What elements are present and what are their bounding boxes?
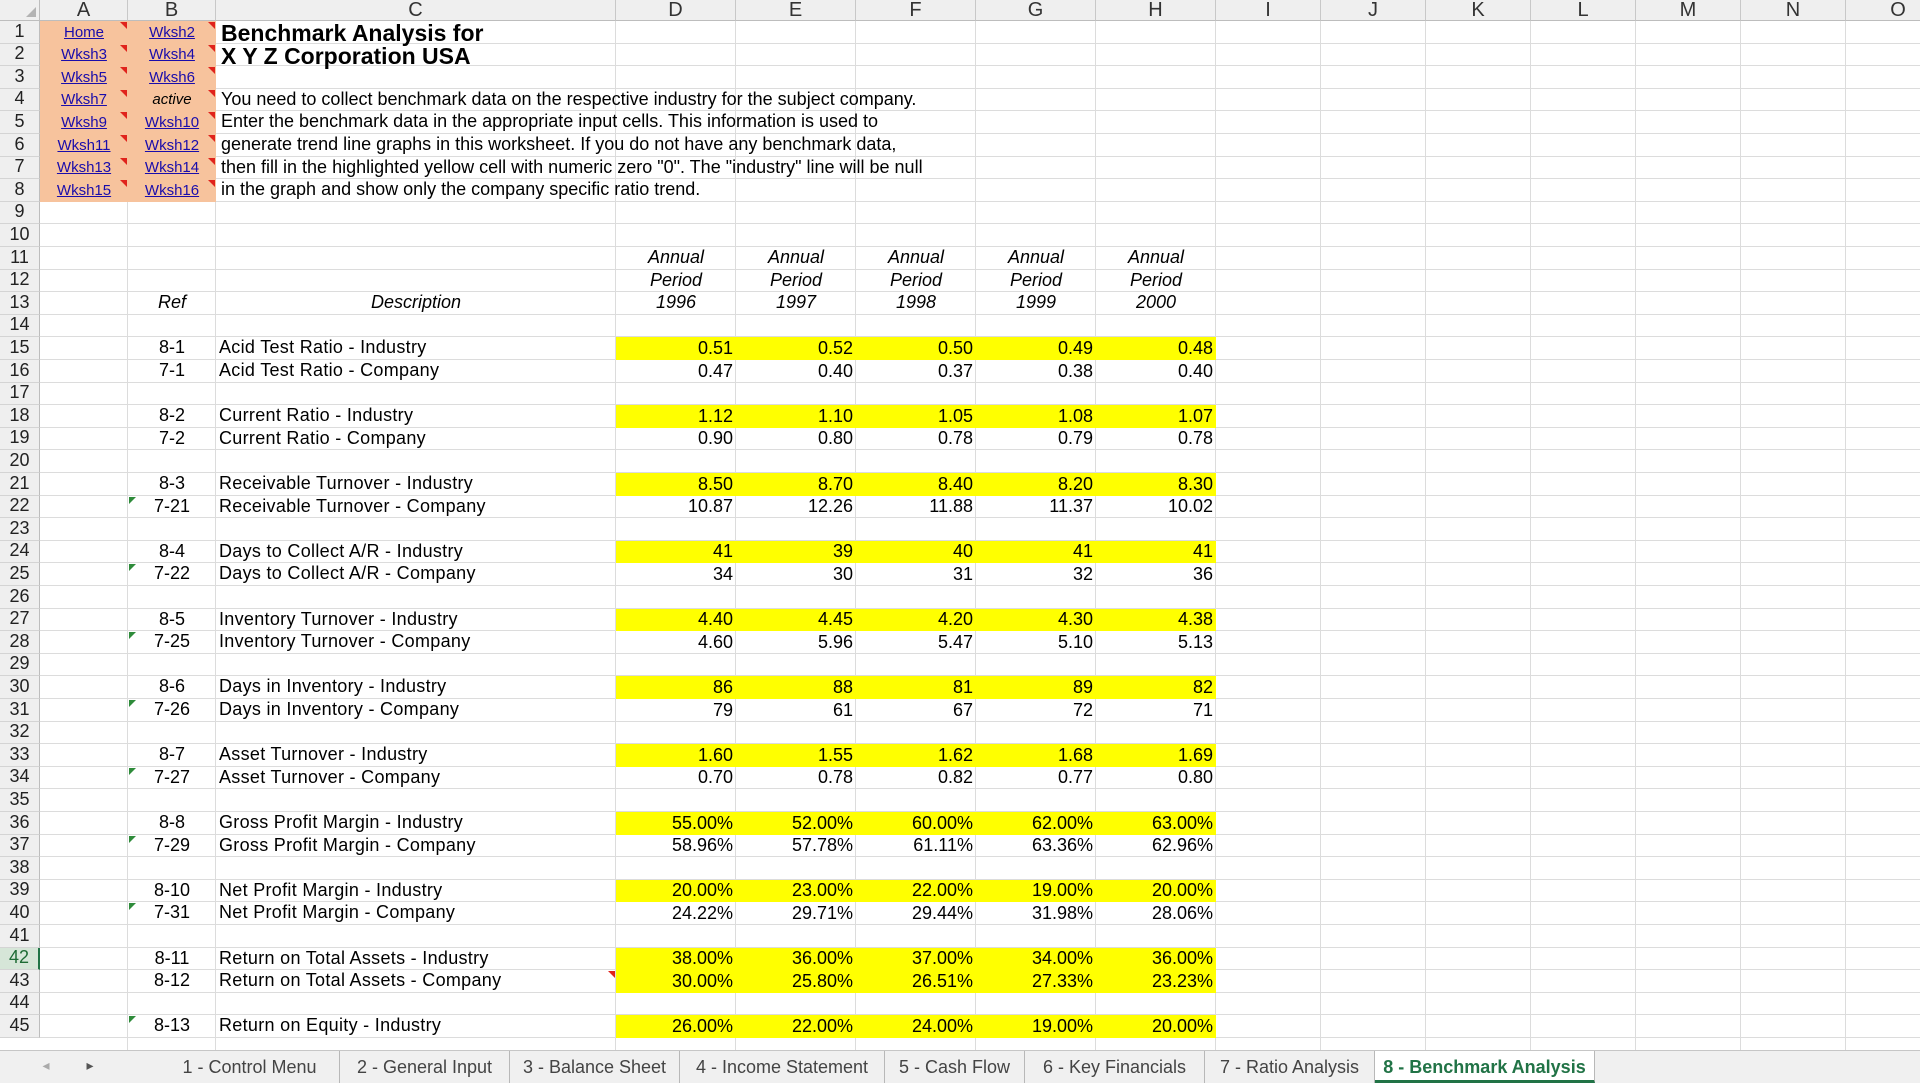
benchmark-input-cell[interactable]: 36.00% — [1096, 948, 1216, 971]
tab-scroll-left-icon[interactable]: ◂ — [42, 1057, 50, 1073]
ratio-description: Acid Test Ratio - Company — [219, 360, 440, 380]
ratio-description: Inventory Turnover - Industry — [219, 608, 458, 629]
row-header-27[interactable]: 27 — [0, 609, 40, 632]
company-value-cell: 79 — [712, 699, 733, 720]
benchmark-input-cell[interactable]: 20.00% — [616, 880, 736, 903]
company-value-cell: 31 — [952, 563, 973, 584]
column-header-n[interactable]: N — [1741, 0, 1846, 21]
nav-link-wksh7[interactable]: Wksh7 — [61, 91, 107, 109]
nav-link-wksh11[interactable]: Wksh11 — [57, 136, 111, 154]
company-value-cell: 61 — [832, 699, 853, 720]
company-value-cell: 30 — [832, 563, 853, 584]
row-header-34[interactable]: 34 — [0, 767, 40, 790]
benchmark-input-cell[interactable]: 36.00% — [736, 948, 856, 971]
benchmark-input-cell[interactable]: 20.00% — [1096, 1015, 1216, 1038]
benchmark-input-cell[interactable]: 0.48 — [1096, 337, 1216, 360]
company-value-cell: 10.87 — [687, 496, 733, 517]
active-sheet-label: active — [152, 91, 192, 109]
year-label-2000: 2000 — [1135, 292, 1177, 313]
column-header-h[interactable]: H — [1096, 0, 1216, 21]
company-value-cell: 5.10 — [1057, 631, 1093, 652]
company-value-cell: 0.90 — [697, 428, 733, 449]
benchmark-input-cell[interactable]: 8.30 — [1096, 473, 1216, 496]
benchmark-input-cell[interactable]: 62.00% — [976, 812, 1096, 835]
nav-link-wksh12[interactable]: Wksh12 — [144, 136, 200, 154]
comment-indicator-icon — [208, 22, 215, 29]
row-header-26[interactable]: 26 — [0, 586, 40, 609]
ratio-ref: 8-11 — [154, 947, 190, 968]
benchmark-input-cell[interactable]: 19.00% — [976, 1015, 1096, 1038]
period-label: Annual — [647, 247, 705, 267]
comment-indicator-icon — [120, 67, 127, 74]
ratio-description: Receivable Turnover - Industry — [219, 473, 474, 493]
ratio-description: Gross Profit Margin - Industry — [219, 812, 464, 832]
page-title: Benchmark Analysis for — [221, 20, 484, 46]
grid-line — [1425, 21, 1426, 1050]
benchmark-input-cell[interactable]: 0.50 — [856, 337, 976, 360]
row-header-1[interactable]: 1 — [0, 21, 40, 44]
benchmark-input-cell[interactable]: 41 — [1096, 541, 1216, 564]
ratio-ref: 8-8 — [158, 812, 185, 832]
row-header-35[interactable]: 35 — [0, 789, 40, 812]
benchmark-input-cell[interactable]: 89 — [976, 676, 1096, 699]
benchmark-input-cell[interactable]: 52.00% — [736, 812, 856, 835]
instruction-line: Enter the benchmark data in the appropriate input cells. This information is used to — [221, 111, 879, 132]
row-header-15[interactable]: 15 — [0, 337, 40, 360]
column-header-f[interactable]: F — [856, 0, 976, 21]
row-header-9[interactable]: 9 — [0, 202, 40, 225]
benchmark-input-cell[interactable]: 39 — [736, 541, 856, 564]
column-header-j[interactable]: J — [1321, 0, 1426, 21]
row-header-33[interactable]: 33 — [0, 744, 40, 767]
ratio-description: Days in Inventory - Industry — [219, 676, 447, 697]
benchmark-input-cell[interactable]: 1.07 — [1096, 405, 1216, 428]
benchmark-input-cell[interactable]: 30.00% — [616, 970, 736, 993]
benchmark-input-cell[interactable]: 1.08 — [976, 405, 1096, 428]
company-value-cell: 0.80 — [817, 428, 853, 449]
ratio-ref: 7-25 — [153, 631, 191, 652]
benchmark-input-cell[interactable]: 4.38 — [1096, 609, 1216, 632]
row-header-14[interactable]: 14 — [0, 315, 40, 338]
company-value-cell: 10.02 — [1167, 496, 1213, 517]
column-header-o[interactable]: O — [1846, 0, 1920, 21]
company-value-cell: 0.78 — [1177, 428, 1213, 449]
row-header-20[interactable]: 20 — [0, 450, 40, 473]
benchmark-input-cell[interactable]: 8.20 — [976, 473, 1096, 496]
company-value-cell: 0.70 — [697, 767, 733, 788]
benchmark-input-cell[interactable]: 4.45 — [736, 609, 856, 632]
grid-line — [1845, 21, 1846, 1050]
ratio-description: Asset Turnover - Company — [219, 766, 441, 787]
sheet-tab-1[interactable]: 1 - Control Menu — [160, 1051, 340, 1083]
column-header-i[interactable]: I — [1216, 0, 1321, 21]
benchmark-input-cell[interactable]: 1.12 — [616, 405, 736, 428]
benchmark-input-cell[interactable]: 1.69 — [1096, 744, 1216, 767]
row-header-5[interactable]: 5 — [0, 111, 40, 134]
ratio-description: Acid Test Ratio - Industry — [219, 337, 427, 358]
row-header-32[interactable]: 32 — [0, 722, 40, 745]
benchmark-input-cell[interactable]: 27.33% — [976, 970, 1096, 993]
row-header-11[interactable]: 11 — [0, 247, 40, 270]
ratio-description: Days to Collect A/R - Company — [219, 563, 476, 584]
nav-link-wksh16[interactable]: Wksh16 — [144, 181, 200, 199]
benchmark-input-cell[interactable]: 25.80% — [736, 970, 856, 993]
column-header-k[interactable]: K — [1426, 0, 1531, 21]
company-value-cell: 0.47 — [697, 360, 733, 381]
comment-indicator-icon — [120, 135, 127, 142]
benchmark-input-cell[interactable]: 88 — [736, 676, 856, 699]
row-header-39[interactable]: 39 — [0, 880, 40, 903]
row-header-23[interactable]: 23 — [0, 518, 40, 541]
ratio-description: Return on Equity - Industry — [219, 1015, 442, 1036]
comment-indicator-icon — [120, 90, 127, 97]
benchmark-input-cell[interactable]: 8.50 — [616, 473, 736, 496]
company-value-cell: 63.36% — [1031, 835, 1093, 856]
company-value-cell: 11.88 — [929, 496, 973, 517]
instruction-line: You need to collect benchmark data on the respective industry for the subject company. — [221, 88, 917, 109]
company-value-cell: 29.71% — [791, 902, 853, 923]
ratio-ref: 7-31 — [153, 902, 191, 923]
benchmark-input-cell[interactable]: 4.30 — [976, 609, 1096, 632]
sheet-tab-7[interactable]: 7 - Ratio Analysis — [1205, 1051, 1375, 1083]
company-value-cell: 29.44% — [911, 902, 973, 923]
comment-indicator-icon — [120, 180, 127, 187]
benchmark-input-cell[interactable]: 26.00% — [616, 1015, 736, 1038]
formula-warning-icon — [129, 497, 136, 504]
nav-link-wksh13[interactable]: Wksh13 — [56, 159, 112, 177]
company-value-cell: 0.38 — [1057, 360, 1093, 381]
ratio-ref: 7-27 — [153, 766, 191, 787]
comment-indicator-icon — [120, 22, 127, 29]
row-header-30[interactable]: 30 — [0, 676, 40, 699]
ratio-description: Inventory Turnover - Company — [219, 631, 471, 652]
grid-line — [1740, 21, 1741, 1050]
grid-line — [40, 201, 1920, 202]
row-header-36[interactable]: 36 — [0, 812, 40, 835]
ratio-ref: 8-7 — [158, 744, 185, 765]
company-value-cell: 0.40 — [1177, 360, 1213, 381]
nav-link-home[interactable]: Home — [63, 23, 104, 41]
benchmark-input-cell[interactable]: 1.05 — [856, 405, 976, 428]
benchmark-input-cell[interactable]: 55.00% — [616, 812, 736, 835]
grid-line — [1320, 21, 1321, 1050]
ratio-ref: 7-1 — [158, 360, 185, 380]
column-header-l[interactable]: L — [1531, 0, 1636, 21]
ratio-ref: 7-22 — [153, 563, 191, 584]
row-header-43[interactable]: 43 — [0, 970, 40, 993]
ratio-description: Return on Total Assets - Company — [219, 970, 502, 991]
comment-indicator-icon — [208, 67, 215, 74]
company-value-cell: 0.37 — [937, 360, 973, 381]
company-value-cell: 0.40 — [817, 360, 853, 381]
benchmark-input-cell[interactable]: 1.60 — [616, 744, 736, 767]
row-header-2[interactable]: 2 — [0, 44, 40, 67]
comment-indicator-icon — [208, 158, 215, 165]
benchmark-input-cell[interactable]: 22.00% — [856, 880, 976, 903]
row-header-44[interactable]: 44 — [0, 993, 40, 1016]
instruction-line: in the graph and show only the company specific ratio trend. — [221, 179, 701, 200]
instruction-line: generate trend line graphs in this worksheet. If you do not have any benchmark data, — [221, 134, 897, 154]
row-header-28[interactable]: 28 — [0, 631, 40, 654]
row-header-21[interactable]: 21 — [0, 473, 40, 496]
ref-header: Ref — [157, 292, 186, 313]
company-value-cell: 58.96% — [671, 835, 733, 856]
column-header-d[interactable]: D — [616, 0, 736, 21]
row-header-19[interactable]: 19 — [0, 428, 40, 451]
company-value-cell: 24.22% — [671, 902, 733, 923]
period-label: Period — [649, 269, 703, 290]
year-label-1997: 1997 — [775, 292, 817, 313]
row-header-12[interactable]: 12 — [0, 270, 40, 293]
company-value-cell: 28.06% — [1151, 902, 1213, 923]
grid-line — [40, 223, 1920, 224]
benchmark-input-cell[interactable]: 4.40 — [616, 609, 736, 632]
benchmark-input-cell[interactable]: 19.00% — [976, 880, 1096, 903]
formula-warning-icon — [129, 564, 136, 571]
ratio-description: Asset Turnover - Industry — [219, 744, 428, 765]
benchmark-input-cell[interactable]: 8.40 — [856, 473, 976, 496]
sheet-tab-6[interactable]: 6 - Key Financials — [1025, 1051, 1205, 1083]
sheet-tab-8[interactable]: 8 - Benchmark Analysis — [1375, 1051, 1595, 1083]
benchmark-input-cell[interactable]: 34.00% — [976, 948, 1096, 971]
sheet-tab-2[interactable]: 2 - General Input — [340, 1051, 510, 1083]
year-label-1996: 1996 — [655, 292, 697, 313]
benchmark-input-cell[interactable]: 20.00% — [1096, 880, 1216, 903]
row-header-25[interactable]: 25 — [0, 563, 40, 586]
company-value-cell: 0.78 — [817, 767, 853, 788]
row-header-38[interactable]: 38 — [0, 857, 40, 880]
row-header-45[interactable]: 45 — [0, 1015, 40, 1038]
benchmark-input-cell[interactable]: 81 — [856, 676, 976, 699]
ratio-ref: 7-29 — [153, 834, 191, 855]
ratio-description: Days in Inventory - Company — [219, 699, 460, 719]
ratio-ref: 8-4 — [158, 540, 185, 561]
row-header-6[interactable]: 6 — [0, 134, 40, 157]
ratio-description: Net Profit Margin - Company — [219, 902, 456, 923]
benchmark-input-cell[interactable]: 4.20 — [856, 609, 976, 632]
tab-scroll-right-icon[interactable]: ▸ — [86, 1057, 94, 1073]
ratio-ref: 8-5 — [158, 608, 185, 629]
benchmark-input-cell[interactable]: 0.49 — [976, 337, 1096, 360]
comment-indicator-icon — [208, 135, 215, 142]
company-value-cell: 0.82 — [937, 767, 973, 788]
ratio-description: Gross Profit Margin - Company — [219, 834, 476, 855]
column-header-e[interactable]: E — [736, 0, 856, 21]
ratio-ref: 8-2 — [158, 405, 185, 426]
comment-indicator-icon — [120, 45, 127, 52]
row-header-24[interactable]: 24 — [0, 541, 40, 564]
benchmark-input-cell[interactable]: 60.00% — [856, 812, 976, 835]
formula-warning-icon — [129, 1016, 136, 1023]
ratio-description: Receivable Turnover - Company — [219, 495, 486, 516]
benchmark-input-cell[interactable]: 40 — [856, 541, 976, 564]
period-label: Annual — [1127, 247, 1185, 267]
period-label: Period — [769, 269, 823, 290]
column-header-c[interactable]: C — [216, 0, 616, 21]
formula-warning-icon — [129, 903, 136, 910]
benchmark-input-cell[interactable]: 24.00% — [856, 1015, 976, 1038]
period-label: Period — [889, 269, 943, 290]
company-name: X Y Z Corporation USA — [221, 42, 471, 69]
nav-link-wksh4[interactable]: Wksh4 — [149, 46, 195, 64]
period-label: Period — [1129, 269, 1183, 290]
instruction-line: then fill in the highlighted yellow cell with numeric zero "0". The "industry" line will be null — [221, 156, 923, 177]
ratio-ref: 8-12 — [153, 970, 191, 991]
benchmark-input-cell[interactable]: 23.00% — [736, 880, 856, 903]
comment-indicator-icon — [208, 180, 215, 187]
ratio-ref: 7-21 — [153, 495, 191, 516]
company-value-cell: 5.96 — [817, 631, 853, 652]
ratio-ref: 8-13 — [153, 1015, 191, 1036]
benchmark-input-cell[interactable]: 37.00% — [856, 948, 976, 971]
company-value-cell: 34 — [712, 563, 733, 584]
row-header-16[interactable]: 16 — [0, 360, 40, 383]
year-label-1998: 1998 — [895, 292, 937, 313]
benchmark-input-cell[interactable]: 63.00% — [1096, 812, 1216, 835]
ratio-ref: 7-2 — [158, 427, 185, 448]
benchmark-input-cell[interactable]: 1.55 — [736, 744, 856, 767]
company-value-cell: 62.96% — [1151, 835, 1213, 856]
comment-indicator-icon — [208, 112, 215, 119]
period-label: Annual — [887, 247, 945, 267]
benchmark-input-cell[interactable]: 1.10 — [736, 405, 856, 428]
comment-indicator-icon — [208, 45, 215, 52]
row-header-10[interactable]: 10 — [0, 224, 40, 247]
comment-indicator-icon — [608, 971, 615, 978]
nav-link-wksh5[interactable]: Wksh5 — [61, 68, 107, 86]
benchmark-input-cell[interactable]: 0.51 — [616, 337, 736, 360]
benchmark-input-cell[interactable]: 0.52 — [736, 337, 856, 360]
row-header-18[interactable]: 18 — [0, 405, 40, 428]
benchmark-input-cell[interactable]: 86 — [616, 676, 736, 699]
company-value-cell: 0.78 — [937, 428, 973, 449]
comment-indicator-icon — [120, 112, 127, 119]
formula-warning-icon — [129, 700, 136, 707]
formula-warning-icon — [129, 632, 136, 639]
sheet-tab-bar — [0, 1050, 1920, 1083]
nav-link-wksh3[interactable]: Wksh3 — [61, 46, 107, 64]
row-header-29[interactable]: 29 — [0, 654, 40, 677]
ratio-description: Current Ratio - Company — [219, 427, 426, 448]
company-value-cell: 71 — [1192, 699, 1213, 720]
period-label: Period — [1009, 269, 1063, 290]
benchmark-input-cell[interactable]: 41 — [616, 541, 736, 564]
company-value-cell: 36 — [1192, 563, 1213, 584]
nav-link-wksh9[interactable]: Wksh9 — [61, 113, 107, 131]
benchmark-input-cell[interactable]: 1.62 — [856, 744, 976, 767]
company-value-cell: 67 — [952, 699, 973, 720]
ratio-ref: 8-3 — [158, 473, 185, 493]
comment-indicator-icon — [120, 158, 127, 165]
nav-link-wksh10[interactable]: Wksh10 — [144, 113, 200, 131]
benchmark-input-cell[interactable]: 22.00% — [736, 1015, 856, 1038]
ratio-ref: 8-1 — [158, 337, 185, 358]
row-header-4[interactable]: 4 — [0, 89, 40, 112]
formula-warning-icon — [129, 836, 136, 843]
ratio-ref: 8-6 — [158, 676, 185, 697]
benchmark-input-cell[interactable]: 8.70 — [736, 473, 856, 496]
row-header-31[interactable]: 31 — [0, 699, 40, 722]
company-value-cell: 72 — [1072, 699, 1093, 720]
company-value-cell: 0.80 — [1177, 767, 1213, 788]
company-value-cell: 61.11% — [913, 835, 973, 856]
ratio-ref: 8-10 — [153, 879, 191, 900]
ratio-ref: 7-26 — [153, 699, 191, 719]
ratio-description: Return on Total Assets - Industry — [219, 947, 489, 968]
period-label: Annual — [767, 247, 825, 267]
grid-line — [1530, 21, 1531, 1050]
column-header-m[interactable]: M — [1636, 0, 1741, 21]
row-header-41[interactable]: 41 — [0, 925, 40, 948]
company-value-cell: 11.37 — [1049, 496, 1093, 517]
row-header-13[interactable]: 13 — [0, 292, 40, 315]
company-value-cell: 31.98% — [1031, 902, 1093, 923]
company-value-cell: 5.47 — [937, 631, 973, 652]
nav-link-wksh14[interactable]: Wksh14 — [144, 159, 200, 177]
column-header-b[interactable]: B — [128, 0, 216, 21]
company-value-cell: 5.13 — [1177, 631, 1213, 652]
column-header-g[interactable]: G — [976, 0, 1096, 21]
nav-link-wksh2[interactable]: Wksh2 — [149, 23, 195, 41]
row-header-37[interactable]: 37 — [0, 835, 40, 858]
benchmark-input-cell[interactable]: 26.51% — [856, 970, 976, 993]
benchmark-input-cell[interactable]: 82 — [1096, 676, 1216, 699]
benchmark-input-cell[interactable]: 1.68 — [976, 744, 1096, 767]
description-header: Description — [370, 292, 462, 313]
company-value-cell: 57.78% — [791, 835, 853, 856]
row-header-17[interactable]: 17 — [0, 383, 40, 406]
company-value-cell: 32 — [1072, 563, 1093, 584]
sheet-tab-5[interactable]: 5 - Cash Flow — [885, 1051, 1025, 1083]
row-header-22[interactable]: 22 — [0, 496, 40, 519]
row-header-8[interactable]: 8 — [0, 179, 40, 202]
nav-link-wksh15[interactable]: Wksh15 — [56, 181, 112, 199]
benchmark-input-cell[interactable]: 41 — [976, 541, 1096, 564]
grid-line — [1635, 21, 1636, 1050]
benchmark-input-cell[interactable]: 38.00% — [616, 948, 736, 971]
sheet-tab-4[interactable]: 4 - Income Statement — [680, 1051, 885, 1083]
row-header-40[interactable]: 40 — [0, 902, 40, 925]
ratio-description: Current Ratio - Industry — [219, 405, 414, 426]
ratio-description: Net Profit Margin - Industry — [219, 879, 443, 900]
year-label-1999: 1999 — [1015, 292, 1057, 313]
company-value-cell: 12.26 — [807, 496, 853, 517]
sheet-tab-3[interactable]: 3 - Balance Sheet — [510, 1051, 680, 1083]
column-header-a[interactable]: A — [40, 0, 128, 21]
formula-warning-icon — [129, 768, 136, 775]
comment-indicator-icon — [208, 90, 215, 97]
company-value-cell: 0.79 — [1057, 428, 1093, 449]
period-label: Annual — [1007, 247, 1065, 267]
benchmark-input-cell[interactable]: 23.23% — [1096, 970, 1216, 993]
company-value-cell: 0.77 — [1057, 767, 1093, 788]
ratio-description: Days to Collect A/R - Industry — [219, 540, 464, 561]
row-header-7[interactable]: 7 — [0, 157, 40, 180]
company-value-cell: 4.60 — [697, 631, 733, 652]
select-all-corner[interactable] — [0, 0, 40, 21]
nav-link-wksh6[interactable]: Wksh6 — [149, 68, 195, 86]
row-header-42[interactable]: 42 — [0, 948, 40, 971]
row-header-3[interactable]: 3 — [0, 66, 40, 89]
